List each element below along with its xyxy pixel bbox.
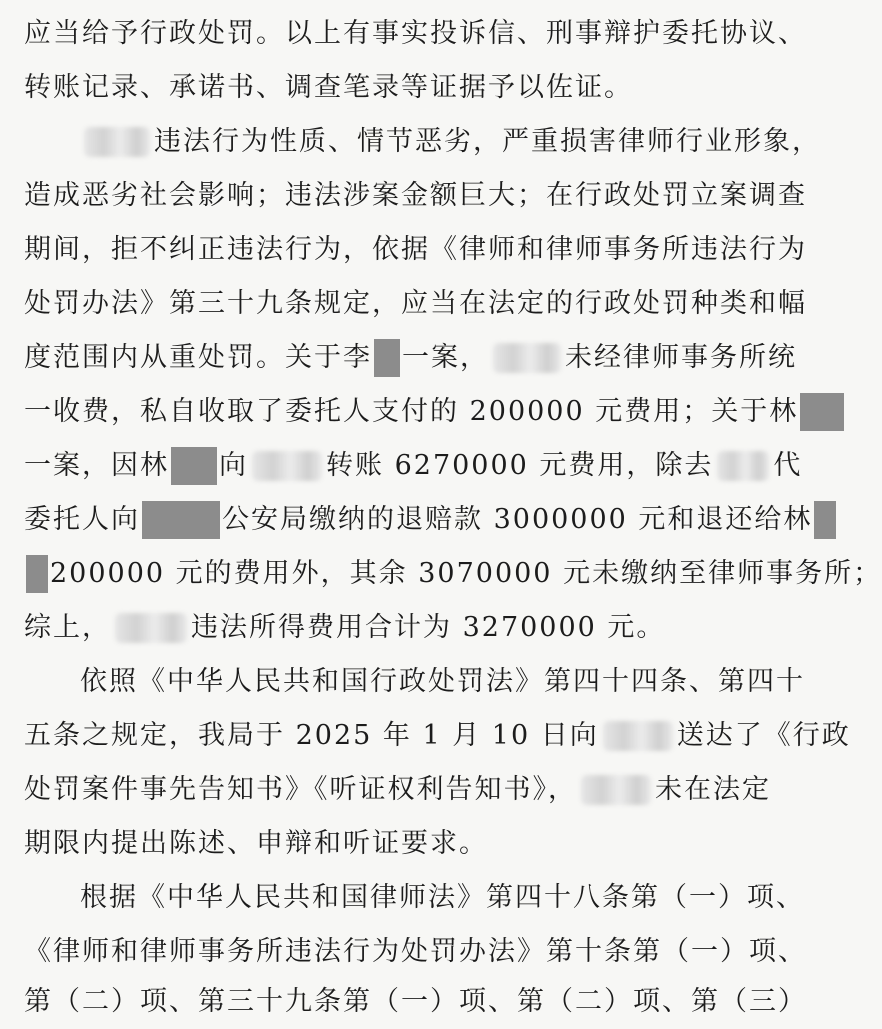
redaction-box: [374, 339, 400, 377]
redaction-box: [142, 501, 220, 539]
text-line: [24, 546, 882, 600]
text-run: 期限内提出陈述、申辩和听证要求。: [24, 827, 488, 859]
text-line: [24, 276, 807, 330]
text-run: 一案，: [402, 341, 489, 373]
paragraph-start-line: [24, 870, 805, 924]
redaction-box: [800, 393, 844, 431]
text-line: [24, 6, 807, 60]
text-run: 综上，: [24, 611, 111, 643]
text-line: [24, 438, 803, 492]
text-run: 送达了《行政: [676, 719, 851, 751]
redaction-box: [814, 501, 836, 539]
text-run: 向: [219, 449, 248, 481]
text-run: 应当给予行政处罚。以上有事实投诉信、刑事辩护委托协议、: [24, 17, 807, 49]
text-run: 代: [773, 449, 803, 481]
text-line: [24, 708, 851, 762]
text-run: 违法行为性质、情节恶劣，严重损害律师行业形象，: [154, 125, 821, 157]
blurred-redaction: [603, 721, 673, 751]
blurred-redaction: [493, 343, 561, 373]
text-run: 依照《中华人民共和国行政处罚法》第四十四条、第四十: [80, 665, 805, 697]
text-run: 度范围内从重处罚。关于李: [24, 341, 372, 373]
blurred-redaction: [717, 451, 769, 481]
blurred-redaction: [84, 127, 150, 157]
text-run: 造成恶劣社会影响；违法涉案金额巨大；在行政处罚立案调查: [24, 179, 807, 211]
text-run: 转账 6270000 元费用，除去: [326, 449, 714, 481]
paragraph-start-line: [24, 114, 821, 168]
text-run: 违法所得费用合计为 3270000 元。: [191, 611, 666, 643]
text-run: 未经律师事务所统: [565, 341, 797, 373]
blurred-redaction: [581, 775, 651, 805]
text-line: [24, 222, 807, 276]
text-run: 《律师和律师事务所违法行为处罚办法》第十条第（一）项、: [24, 935, 807, 967]
text-run: 200000 元的费用外，其余 3070000 元未缴纳至律师事务所；: [50, 557, 882, 589]
text-line: [24, 330, 797, 384]
text-line: [24, 600, 758, 654]
redaction-box: [171, 447, 217, 485]
text-line: [24, 384, 799, 438]
text-run: 委托人向: [24, 503, 140, 535]
blurred-redaction: [252, 451, 322, 481]
text-run: 转账记录、承诺书、调查笔录等证据予以佐证。: [24, 71, 633, 103]
text-line: [24, 60, 758, 114]
text-run: 根据《中华人民共和国律师法》第四十八条第（一）项、: [80, 881, 805, 913]
text-line: [24, 492, 813, 546]
text-line: [24, 762, 771, 816]
text-run: 未在法定: [655, 773, 771, 805]
text-line: [24, 168, 807, 222]
text-line-cropped: [24, 974, 807, 1028]
text-run: 期间，拒不纠正违法行为，依据《律师和律师事务所违法行为: [24, 233, 807, 265]
text-run: 一案，因林: [24, 449, 169, 481]
text-run: 公安局缴纳的退赔款 3000000 元和退还给林: [222, 503, 813, 535]
redaction-box: [26, 555, 48, 593]
text-run: 处罚案件事先告知书》《听证权利告知书》，: [24, 773, 577, 805]
text-run: 一收费，私自收取了委托人支付的 200000 元费用；关于林: [24, 395, 799, 427]
text-line: [24, 924, 807, 978]
paragraph-start-line: [24, 654, 805, 708]
blurred-redaction: [115, 613, 187, 643]
text-line: [24, 816, 758, 870]
text-run: 处罚办法》第三十九条规定，应当在法定的行政处罚种类和幅: [24, 287, 807, 319]
text-run: 第（二）项、第三十九条第（一）项、第（二）项、第（三）: [24, 985, 807, 1017]
text-run: 五条之规定，我局于 2025 年 1 月 10 日向: [24, 719, 599, 751]
